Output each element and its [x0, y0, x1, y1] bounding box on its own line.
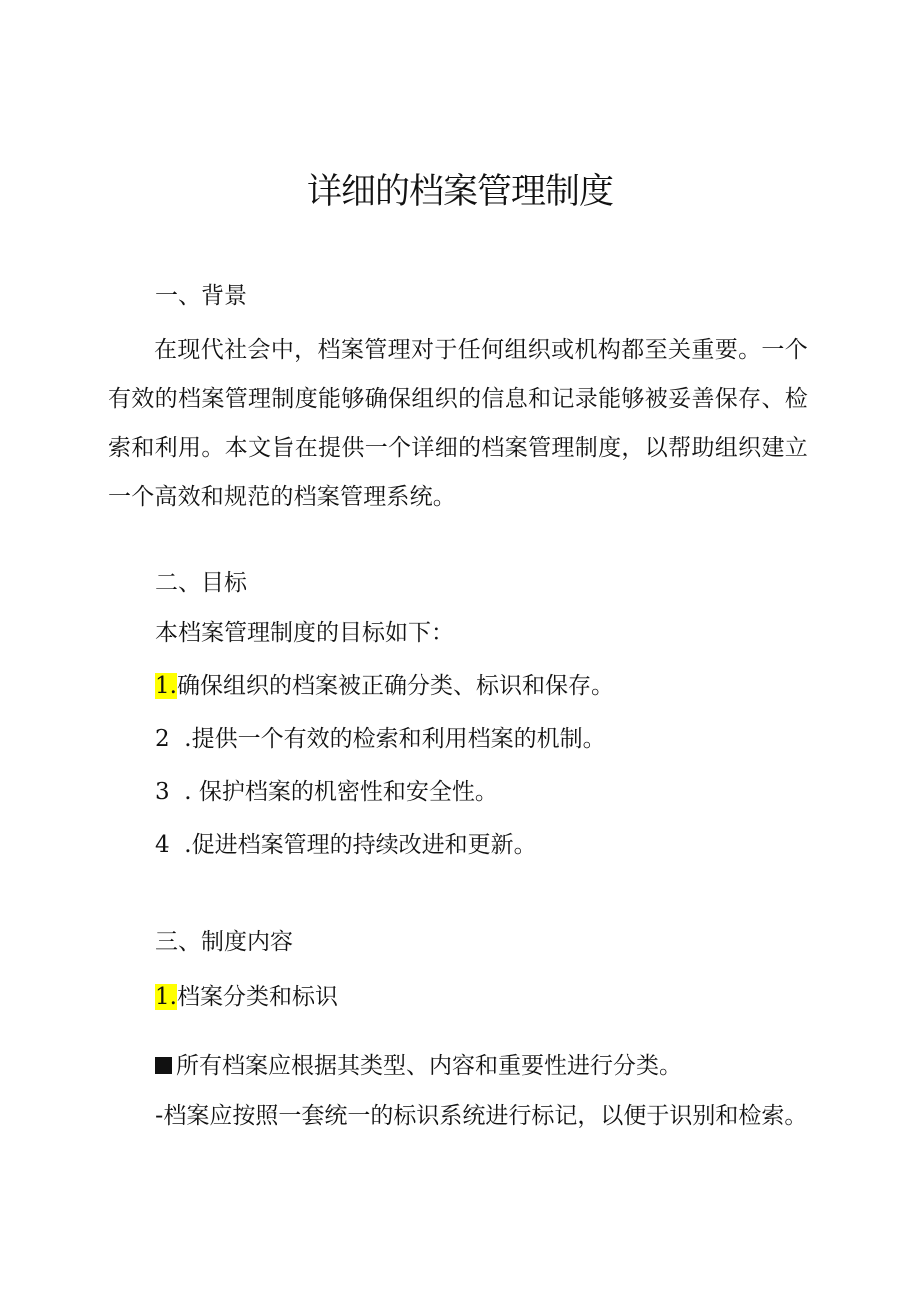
goal-item-4 [155, 828, 537, 862]
content-subheading [155, 980, 338, 1014]
goal-text-1: 确保组织的档案被正确分类、标识和保存。 [176, 673, 614, 699]
background-paragraph: 在现代社会中，档案管理对于任何组织或机构都至关重要。一个有效的档案管理制度能够确保组织的信息和记录能够被妥善保存、检索和利用。本文旨在提供一个详细的档案管理制度，以帮助组织建立一个高效和规范的档案管理系统。 [108, 337, 808, 510]
document-title: 详细的档案管理制度 [306, 172, 613, 212]
dash-bullet-marker: - [155, 1103, 164, 1129]
goal-number-4: 4 . [155, 832, 192, 858]
content-bullet-text-2: 档案应按照一套统一的标识系统进行标记，以便于识别和检索。 [163, 1103, 808, 1129]
goal-number-2: 2 . [155, 726, 192, 752]
goal-text-4: 促进档案管理的持续改进和更新。 [191, 832, 537, 858]
goal-item-1 [155, 669, 614, 703]
content-subheading-number: 1. [155, 984, 177, 1010]
goals-intro: 本档案管理制度的目标如下： [155, 620, 454, 646]
goal-item-2 [155, 722, 606, 756]
content-subheading-text: 档案分类和标识 [176, 984, 338, 1010]
square-bullet-icon [155, 1057, 172, 1074]
content-bullet-2 [155, 1099, 807, 1133]
goal-number-1: 1. [155, 673, 177, 699]
section-heading-goals: 二、目标 [155, 570, 247, 596]
goal-text-3: 保护档案的机密性和安全性。 [198, 779, 498, 805]
goal-item-3 [155, 775, 498, 809]
content-bullet-text-1: 所有档案应根据其类型、内容和重要性进行分类。 [176, 1053, 682, 1079]
goal-number-3: 3 . [155, 779, 199, 805]
section-heading-content: 三、制度内容 [155, 929, 293, 955]
goal-text-2: 提供一个有效的检索和利用档案的机制。 [191, 726, 606, 752]
content-bullet-1 [155, 1049, 682, 1083]
section-heading-background: 一、背景 [155, 283, 247, 309]
